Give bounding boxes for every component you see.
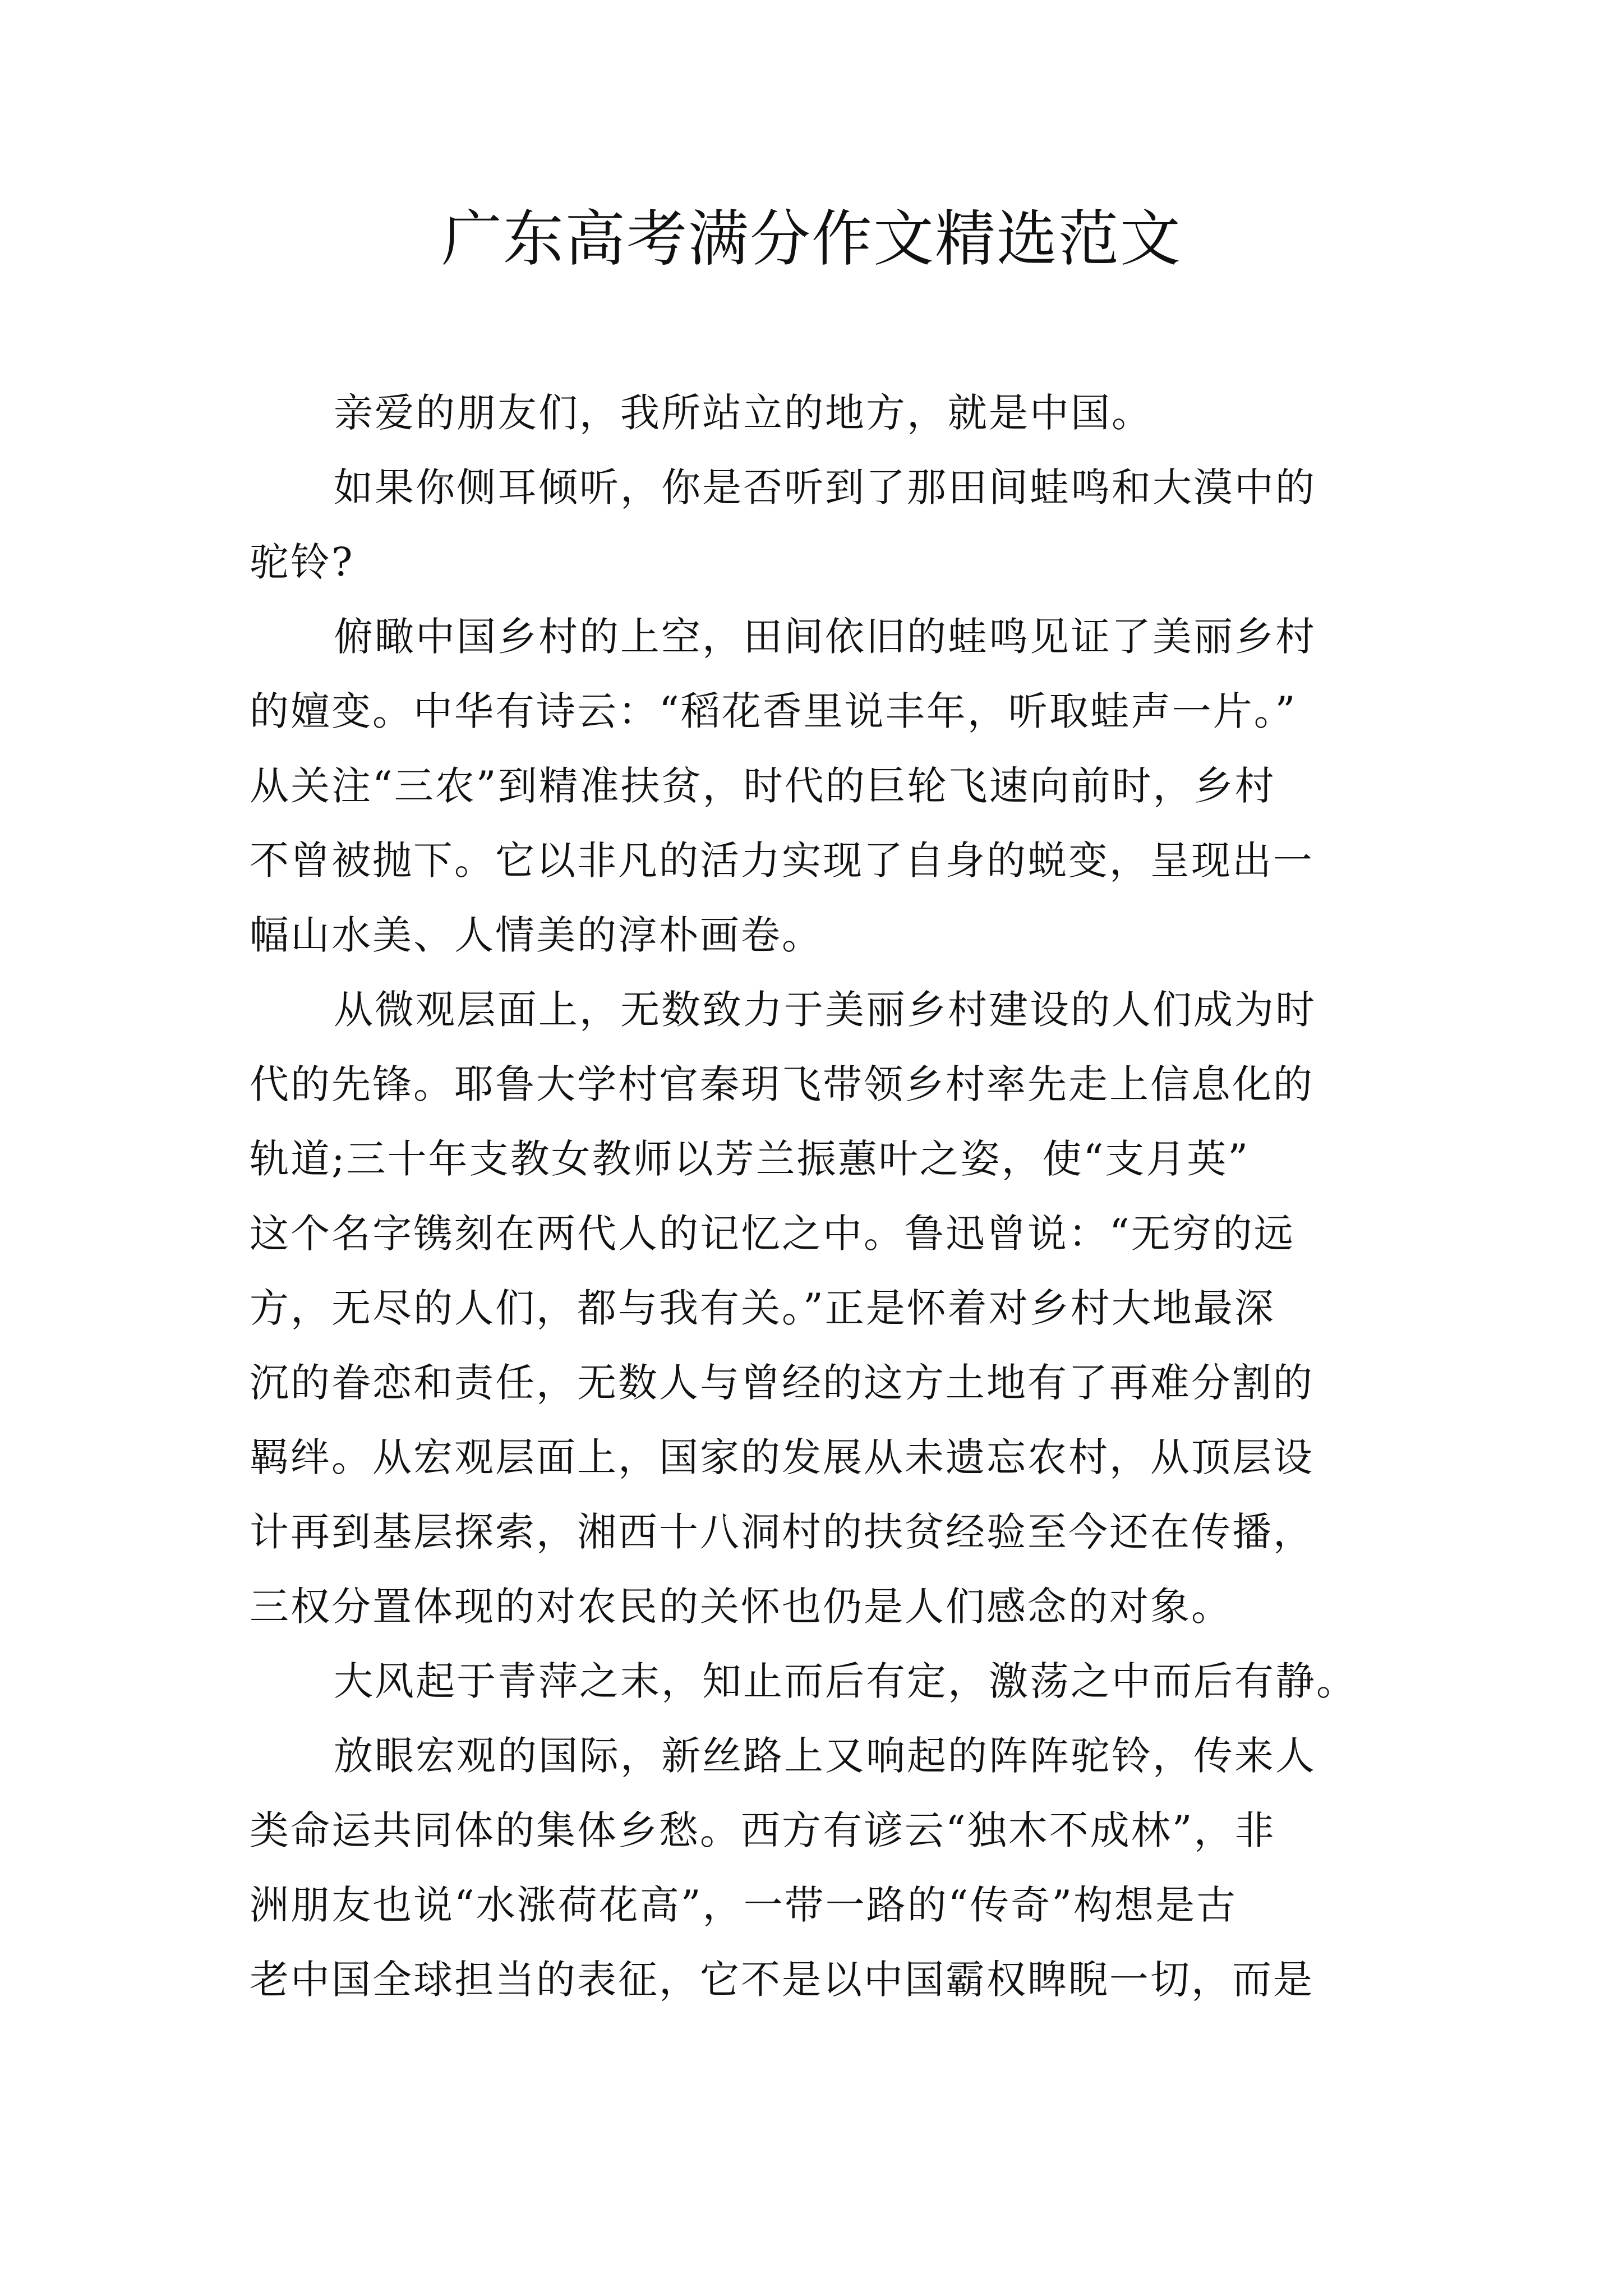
- text-line: 不曾被抛下。它以非凡的活力实现了自身的蜕变，呈现出一: [250, 838, 1314, 884]
- text-line: 三权分置体现的对农民的关怀也仍是人们感念的对象。: [250, 1584, 1232, 1630]
- text-line: 羁绊。从宏观层面上，国家的发展从未遗忘农村，从顶层设: [250, 1434, 1314, 1480]
- text-line: 大风起于青萍之末，知止而后有定，激荡之中而后有静。: [334, 1658, 1357, 1704]
- text-line: 如果你侧耳倾听，你是否听到了那田间蛙鸣和大漠中的: [334, 464, 1316, 510]
- text-line: 老中国全球担当的表征，它不是以中国霸权睥睨一切，而是: [250, 1957, 1314, 2003]
- text-line: 类命运共同体的集体乡愁。西方有谚云“独木不成林”，非: [250, 1807, 1276, 1853]
- text-line: 方，无尽的人们，都与我有关。”正是怀着对乡村大地最深: [250, 1285, 1275, 1331]
- text-line: 沉的眷恋和责任，无数人与曾经的这方土地有了再难分割的: [250, 1360, 1314, 1406]
- text-line: 的嬗变。中华有诗云：“稻花香里说丰年，听取蛙声一片。”: [250, 688, 1297, 734]
- document-title: 广东高考满分作文精选范文: [441, 204, 1182, 274]
- document-body: [250, 376, 1416, 2017]
- text-line: 亲爱的朋友们，我所站立的地方，就是中国。: [334, 390, 1152, 436]
- text-line: 俯瞰中国乡村的上空，田间依旧的蛙鸣见证了美丽乡村: [334, 614, 1316, 660]
- text-line: 轨道;三十年支教女教师以芳兰振蕙叶之姿，使“支月英”: [250, 1136, 1250, 1182]
- text-line: 从微观层面上，无数致力于美丽乡村建设的人们成为时: [334, 987, 1316, 1033]
- text-line: 代的先锋。耶鲁大学村官秦玥飞带领乡村率先走上信息化的: [250, 1061, 1314, 1107]
- text-line: 从关注“三农”到精准扶贫，时代的巨轮飞速向前时，乡村: [250, 763, 1276, 809]
- text-line: 驼铃?: [250, 539, 354, 585]
- text-line: 洲朋友也说“水涨荷花高”，一带一路的“传奇”构想是古: [250, 1882, 1238, 1928]
- text-line: 计再到基层探索，湘西十八洞村的扶贫经验至今还在传播，: [250, 1509, 1314, 1555]
- text-line: 幅山水美、人情美的淳朴画卷。: [250, 912, 823, 958]
- text-line: 放眼宏观的国际，新丝路上又响起的阵阵驼铃，传来人: [334, 1733, 1316, 1779]
- text-line: 这个名字镌刻在两代人的记忆之中。鲁迅曾说：“无穷的远: [250, 1211, 1295, 1257]
